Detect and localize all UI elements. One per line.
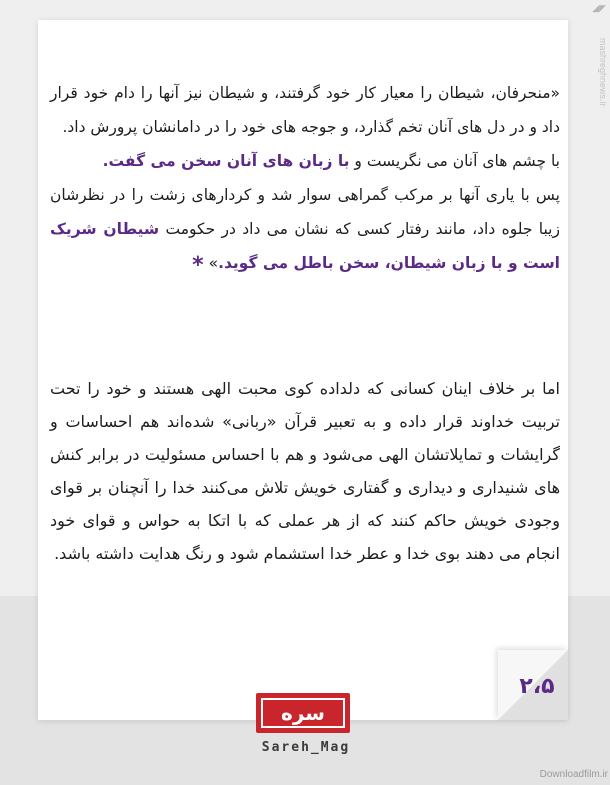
logo-text: سره	[281, 701, 325, 725]
agency-logo-icon: ◢◤	[592, 4, 606, 14]
asterisk-icon: *	[192, 253, 204, 278]
magazine-name: Sareh_Mag	[261, 740, 351, 755]
quote-paragraph-1: «منحرفان، شیطان را معیار کار خود گرفتند، و شیطان نیز آنها را دام خود قرار داد و در دل های آنان تخم گذارد، و جوجه های خود را در دامانشان پرورش داد.	[50, 84, 560, 136]
site-watermark: Downloadfilm.ir	[539, 769, 608, 780]
quote-highlight-1: با زبان های آنان سخن می گفت.	[102, 152, 350, 170]
side-watermark: mashreghnews.ir	[598, 38, 608, 107]
logo-frame	[261, 698, 345, 728]
quote-block	[50, 76, 560, 283]
sareh-logo	[256, 693, 350, 733]
quote-close-mark: »	[208, 254, 219, 272]
body-block	[50, 372, 560, 570]
quote-text: پس با یاری آنها بر مرکب گمراهی سوار شد و کردارهای زشت را در نظرشان زیبا جلوه داد، مانند رفتار کسی که نشان می داد در حکومت	[50, 186, 560, 238]
quote-paragraph-2	[50, 144, 560, 178]
quote-text: با چشم های آنان می نگریست و	[349, 152, 560, 170]
body-paragraph: اما بر خلاف اینان کسانی که دلداده کوی محبت الهی هستند و خود را تحت تربیت خداوند قرار داده و به تعبیر قرآن «ربانی» شده‌اند هم احساسات و گرایشات و تمایلاتشان الهی می‌شود و هم با احساس مسئولیت در برابر کنش های شنیداری و دیداری و گفتاری خویش تلاش می‌کنند خدا را آنچنان بر قوای وجودی خویش حاکم کنند که از هر عملی که با اتکا به حواس و قوای خود انجام می دهند بوی خدا و عطر خدا استشمام شود و رنگ هدایت داشته باشد.	[50, 379, 560, 563]
page-number: ۲،۵	[519, 674, 555, 699]
quote-paragraph-3	[50, 178, 560, 283]
quote-highlight-2: شیطان شریک است و با زبان شیطان، سخن باطل می گوید.	[50, 220, 560, 272]
